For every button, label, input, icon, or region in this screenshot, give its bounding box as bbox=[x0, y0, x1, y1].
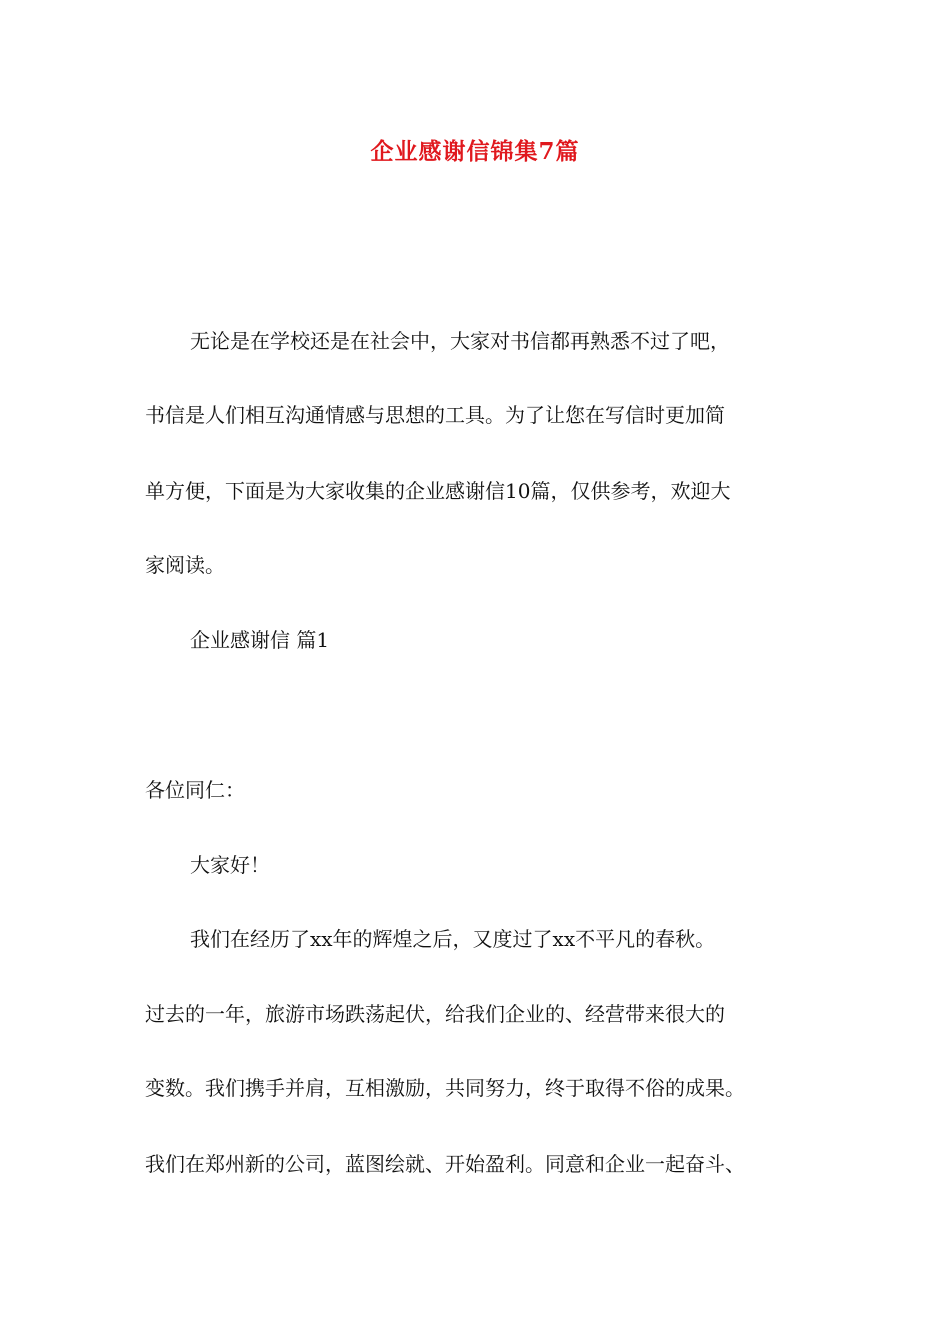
salutation: 各位同仁： bbox=[145, 778, 245, 802]
paragraph-line: 家阅读。 bbox=[145, 553, 225, 577]
document-title: 企业感谢信锦集7篇 bbox=[370, 138, 580, 165]
paragraph-line: 我们在经历了xx年的辉煌之后，又度过了xx不平凡的春秋。 bbox=[190, 927, 716, 951]
greeting: 大家好！ bbox=[190, 853, 270, 877]
paragraph-line: 我们在郑州新的公司，蓝图绘就、开始盈利。同意和企业一起奋斗、 bbox=[145, 1152, 745, 1176]
paragraph-line: 单方便，下面是为大家收集的企业感谢信10篇，仅供参考，欢迎大 bbox=[145, 479, 731, 503]
section-heading: 企业感谢信 篇1 bbox=[190, 628, 330, 652]
paragraph-line: 变数。我们携手并肩，互相激励，共同努力，终于取得不俗的成果。 bbox=[145, 1076, 745, 1100]
paragraph-line: 书信是人们相互沟通情感与思想的工具。为了让您在写信时更加简 bbox=[145, 403, 725, 427]
paragraph-line: 无论是在学校还是在社会中，大家对书信都再熟悉不过了吧， bbox=[190, 329, 730, 353]
paragraph-line: 过去的一年，旅游市场跌荡起伏，给我们企业的、经营带来很大的 bbox=[145, 1002, 725, 1026]
